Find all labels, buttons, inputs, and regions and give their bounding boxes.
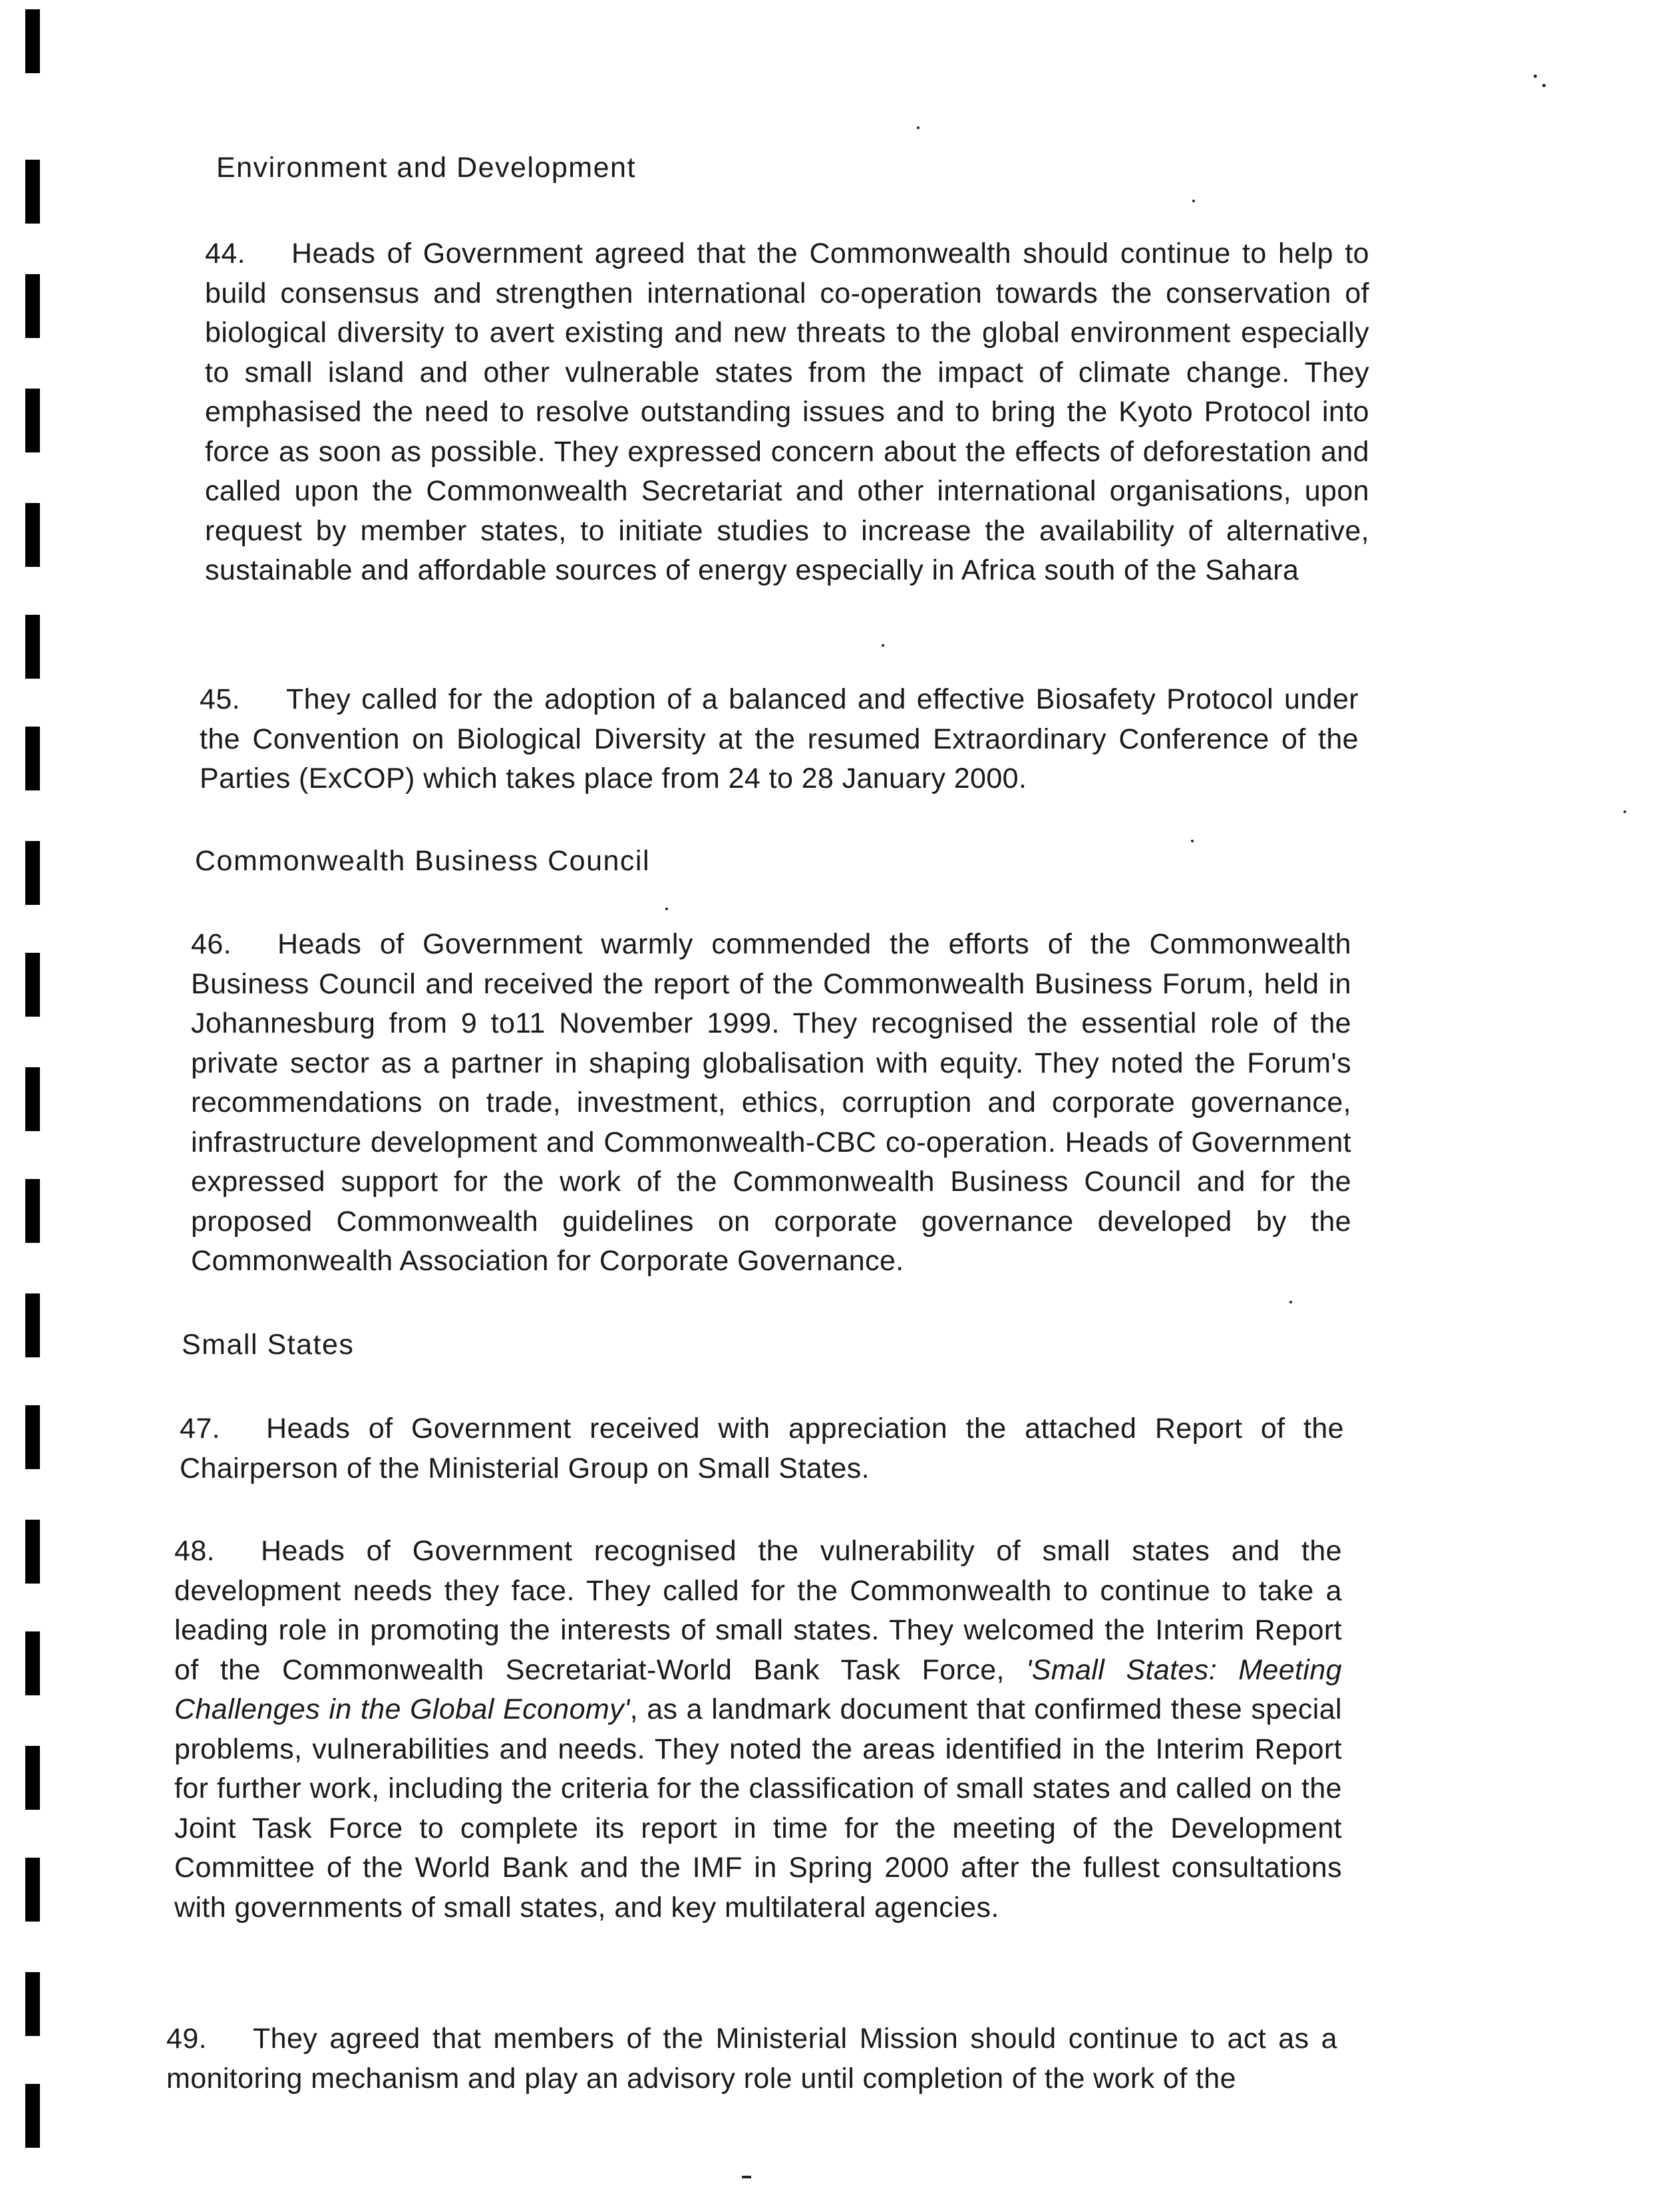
paragraph-text-before: Heads of Government recognised the vulnerability of small states and the development needs they face. They called for the Commonwealth to continue to take a leading role in promoting the interests of small states. They welcomed the Interim Report of the Commonwealth Secretariat-World Bank Task Force, <box>174 1535 1342 1686</box>
paragraph-number: 47. <box>180 1413 220 1444</box>
paragraph-text: Heads of Government agreed that the Commonwealth should continue to help to build consensus and strengthen international co-operation towards the conservation of biological diversity to avert existing and new threats to the global environment especially to small island and other vulnerable states from the impact of climate change. They emphasised the need to resolve outstanding issues and to bring the Kyoto Protocol into force as soon as possible. They expressed concern about the effects of deforestation and called upon the Commonwealth Secretariat and other international organisations, upon request by member states, to initiate studies to increase the availability of alternative, sustainable and affordable sources of energy especially in Africa south of the Sahara <box>205 238 1369 586</box>
paragraph-48 <box>174 1532 1342 1928</box>
section-heading-small-states: Small States <box>182 1329 355 1361</box>
section-heading-environment: Environment and Development <box>216 152 636 184</box>
paragraph-text-after: , as a landmark document that confirmed these special problems, vulnerabilities and needs. They noted the areas identified in the Interim Report for further work, including the criteria for the classification of small states and called on the Joint Task Force to complete its report in time for the meeting of the Development Committee of the World Bank and the IMF in Spring 2000 after the fullest consultations with governments of small states, and key multilateral agencies. <box>174 1693 1342 1924</box>
paragraph-44 <box>205 234 1369 591</box>
paragraph-text: They agreed that members of the Ministerial Mission should continue to act as a monitoring mechanism and play an advisory role until completion of the work of the <box>166 2023 1337 2095</box>
paragraph-45 <box>200 680 1359 799</box>
paragraph-number: 45. <box>200 683 240 715</box>
paragraph-49 <box>166 2019 1337 2099</box>
paragraph-number: 48. <box>174 1535 215 1567</box>
paragraph-text: They called for the adoption of a balanced and effective Biosafety Protocol under the Convention on Biological Diversity at the resumed Extraordinary Conference of the Parties (ExCOP) which takes place from 24 to 28 January 2000. <box>200 683 1359 794</box>
paragraph-number: 44. <box>205 238 246 269</box>
paragraph-46 <box>191 925 1351 1281</box>
section-heading-business-council: Commonwealth Business Council <box>195 845 651 877</box>
paragraph-47 <box>180 1409 1344 1488</box>
page-footer-mark <box>742 2176 751 2178</box>
report-title: 'Small States: Meeting Challenges in the Global Economy' <box>174 1653 1342 1725</box>
paragraph-text: Heads of Government received with appreciation the attached Report of the Chairperson of the Ministerial Group on Small States. <box>180 1413 1344 1484</box>
paragraph-number: 46. <box>191 928 232 960</box>
paragraph-text: Heads of Government warmly commended the efforts of the Commonwealth Business Council and received the report of the Commonwealth Business Forum, held in Johannesburg from 9 to11 November 1999. They recognised the essential role of the private sector as a partner in shaping globalisation with equity. They noted the Forum's recommendations on trade, investment, ethics, corruption and corporate governance, infrastructure development and Commonwealth-CBC co-operation. Heads of Government expressed support for the work of the Commonwealth Business Council and for the proposed Commonwealth guidelines on corporate governance developed by the Commonwealth Association for Corporate Governance. <box>191 928 1351 1277</box>
paragraph-number: 49. <box>166 2023 207 2055</box>
